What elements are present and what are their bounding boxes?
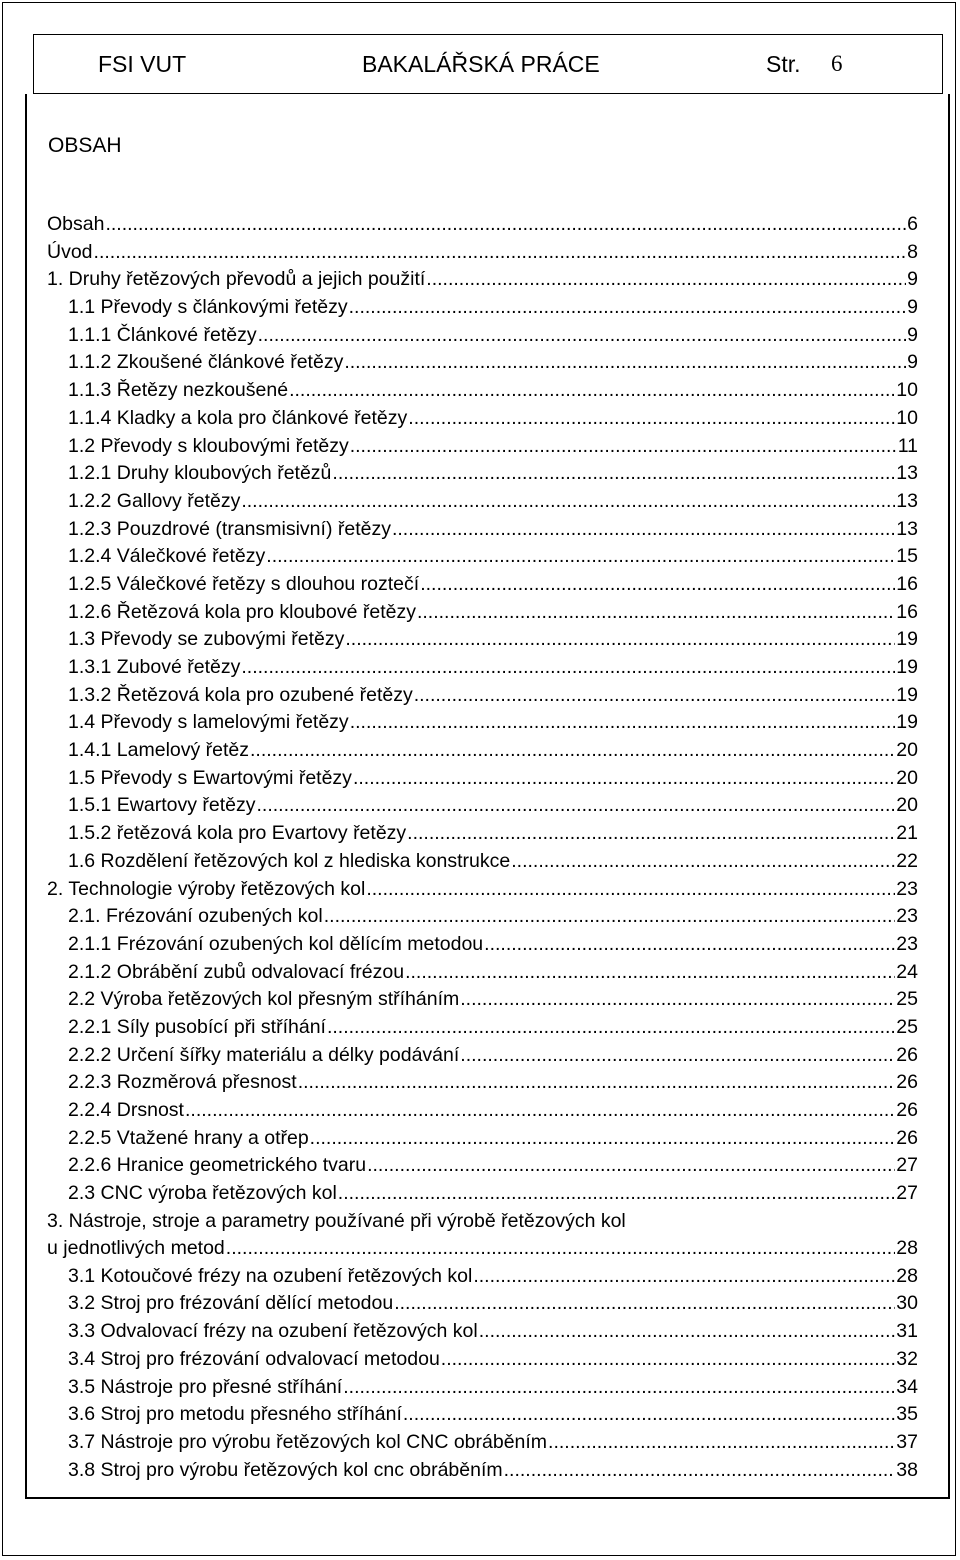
toc-entry-title: 3.4 Stroj pro frézování odvalovací metodou — [68, 1347, 440, 1370]
toc-entry — [47, 322, 918, 350]
toc-leader-dots — [353, 765, 895, 793]
toc-entry-page: 19 — [896, 628, 918, 651]
toc-leader-dots — [289, 377, 895, 405]
toc-leader-dots — [258, 322, 907, 350]
toc-entry — [47, 959, 918, 987]
toc-entry-page: 25 — [896, 988, 918, 1011]
toc-entry-page: 23 — [896, 905, 918, 928]
toc-entry — [47, 1097, 918, 1125]
toc-entry-page: 9 — [907, 296, 918, 319]
toc-entry-title: 2.2.3 Rozměrová přesnost — [68, 1071, 297, 1094]
toc-leader-dots — [473, 1263, 895, 1291]
toc-entry-title: 1.1 Převody s článkovými řetězy — [68, 296, 348, 319]
toc-leader-dots — [417, 599, 895, 627]
toc-entry — [47, 1429, 918, 1457]
toc-entry-title: u jednotlivých metod — [47, 1237, 225, 1260]
toc-entry-title: 2.3 CNC výroba řetězových kol — [68, 1182, 337, 1205]
toc-leader-dots — [460, 1042, 895, 1070]
toc-entry-page: 25 — [896, 1015, 918, 1038]
toc-entry-title: 1.3.2 Řetězová kola pro ozubené řetězy — [68, 683, 413, 706]
toc-leader-dots — [366, 876, 895, 904]
toc-leader-dots — [441, 1346, 896, 1374]
toc-leader-dots — [408, 405, 895, 433]
toc-entry-title: 2.2.4 Drsnost — [68, 1099, 184, 1121]
toc-entry — [47, 1042, 918, 1070]
toc-entry — [47, 294, 918, 322]
toc-entry-page: 26 — [896, 1071, 918, 1094]
toc-entry — [47, 876, 918, 904]
toc-entry — [47, 848, 918, 876]
toc-entry — [47, 986, 918, 1014]
toc-leader-dots — [405, 959, 895, 987]
toc-entry-page: 16 — [896, 600, 918, 623]
toc-entry-page: 6 — [907, 213, 918, 235]
toc-leader-dots — [479, 1318, 896, 1346]
toc-entry-title: 3.2 Stroj pro frézování dělící metodou — [68, 1292, 394, 1315]
toc-entry-page: 34 — [896, 1375, 918, 1398]
toc-leader-dots — [350, 709, 896, 737]
toc-entry-title: Obsah — [47, 213, 105, 235]
toc-entry-title: 1.2 Převody s kloubovými řetězy — [68, 434, 349, 457]
toc-entry-title: 3.7 Nástroje pro výrobu řetězových kol CNC obráběním — [68, 1430, 548, 1453]
toc-leader-dots — [420, 571, 895, 599]
toc-entry-page: 9 — [907, 351, 918, 374]
toc-entry-page: 15 — [896, 545, 918, 568]
toc-leader-dots — [392, 516, 895, 544]
toc-leader-dots — [367, 1152, 895, 1180]
toc-entry-page: 21 — [896, 822, 918, 845]
toc-entry-title: 3.3 Odvalovací frézy na ozubení řetězových kol — [68, 1320, 478, 1343]
toc-leader-dots — [338, 1180, 896, 1208]
toc-leader-dots — [504, 1457, 896, 1485]
toc-entry-title: 1.1.4 Kladky a kola pro článkové řetězy — [68, 406, 408, 429]
toc-entry-page: 31 — [896, 1320, 918, 1343]
toc-entry — [47, 1014, 918, 1042]
toc-entry-title: 1.3.1 Zubové řetězy — [68, 656, 241, 678]
toc-entry — [47, 405, 918, 433]
toc-entry-title: 1.2.5 Válečkové řetězy s dlouhou roztečí — [68, 572, 420, 595]
toc-entry-title: 2.2.6 Hranice geometrického tvaru — [68, 1154, 367, 1177]
toc-entry-title: 3.6 Stroj pro metodu přesného stříhání — [68, 1403, 402, 1426]
toc-entry-page: 13 — [896, 462, 918, 485]
toc-entry — [47, 516, 918, 544]
toc-entry — [47, 709, 918, 737]
toc-entry-page: 16 — [896, 572, 918, 595]
toc-entry-title: 1.6 Rozdělení řetězových kol z hlediska konstrukce — [68, 849, 511, 872]
toc-entry-title: 3.8 Stroj pro výrobu řetězových kol cnc obráběním — [68, 1458, 503, 1481]
toc-entry-page: 35 — [896, 1403, 918, 1426]
toc-entry-page: 19 — [896, 711, 918, 734]
toc-entry-page: 11 — [897, 434, 918, 457]
toc-entry-title: 1.2.2 Gallovy řetězy — [68, 489, 241, 512]
toc-entry-page: 20 — [896, 739, 918, 762]
toc-entry-page: 13 — [896, 489, 918, 512]
toc-leader-dots — [349, 294, 907, 322]
toc-entry-page: 13 — [896, 517, 918, 540]
toc-entry — [47, 377, 918, 405]
toc-entry — [47, 1374, 918, 1402]
toc-entry — [47, 792, 918, 820]
toc-leader-dots — [345, 626, 895, 654]
toc-entry-page: 37 — [896, 1430, 918, 1453]
toc-entry — [47, 1069, 918, 1097]
toc-entry — [47, 1152, 918, 1180]
toc-entry — [47, 349, 918, 377]
toc-entry-title: 1.5.1 Ewartovy řetězy — [68, 794, 256, 817]
toc-leader-dots — [332, 460, 895, 488]
toc-entry-page: 24 — [896, 960, 918, 983]
header-school: FSI VUT — [98, 51, 187, 77]
toc-entry-title: 1. Druhy řetězových převodů a jejich použití — [47, 268, 426, 291]
toc-entry-page: 28 — [896, 1237, 918, 1260]
toc-leader-dots — [511, 848, 895, 876]
toc-entry-page: 26 — [896, 1043, 918, 1066]
toc-entry-title: 1.2.6 Řetězová kola pro kloubové řetězy — [68, 600, 416, 623]
toc-entry — [47, 1318, 918, 1346]
toc-entry — [47, 488, 918, 516]
toc-entry — [47, 903, 918, 931]
toc-leader-dots — [350, 433, 897, 461]
toc-leader-dots — [250, 737, 895, 765]
toc-entry — [47, 460, 918, 488]
toc-entry-title: 1.5.2 řetězová kola pro Evartovy řetězy — [68, 822, 407, 845]
toc-entry — [47, 1208, 918, 1263]
toc-entry — [47, 820, 918, 848]
toc-leader-dots — [185, 1097, 895, 1125]
toc-entry — [47, 1180, 918, 1208]
toc-entry-title: 2.1. Frézování ozubených kol — [68, 905, 323, 928]
toc-entry — [47, 737, 918, 765]
toc-entry-title: 1.1.2 Zkoušené článkové řetězy — [68, 351, 344, 374]
toc-entry — [47, 599, 918, 627]
toc-entry — [47, 1290, 918, 1318]
toc-entry-page: 28 — [896, 1264, 918, 1287]
toc-leader-dots — [266, 543, 895, 571]
toc-entry — [47, 211, 918, 239]
toc-entry-page: 27 — [896, 1154, 918, 1177]
content-frame — [25, 94, 950, 1499]
toc-entry-page: 20 — [896, 766, 918, 789]
toc-entry-page: 26 — [896, 1126, 918, 1149]
toc-leader-dots — [298, 1069, 896, 1097]
toc-entry — [47, 266, 918, 294]
toc-entry-title: 1.3 Převody se zubovými řetězy — [68, 628, 345, 651]
toc-leader-dots — [548, 1429, 895, 1457]
toc-leader-dots — [426, 266, 906, 294]
toc-leader-dots — [484, 931, 895, 959]
toc-entry-title: 1.2.1 Druhy kloubových řetězů — [68, 462, 332, 485]
toc-entry-page: 23 — [896, 877, 918, 900]
toc-leader-dots — [414, 682, 896, 710]
toc-entry-title: 2.2 Výroba řetězových kol přesným stříháním — [68, 988, 460, 1011]
toc-entry-title: 1.2.3 Pouzdrové (transmisivní) řetězy — [68, 517, 391, 540]
toc-entry-title: 2.1.2 Obrábění zubů odvalovací frézou — [68, 960, 405, 983]
page-header — [33, 34, 943, 94]
toc-leader-dots — [241, 654, 895, 682]
toc-entry-page: 22 — [896, 849, 918, 872]
toc-entry-title: 1.4 Převody s lamelovými řetězy — [68, 711, 349, 734]
toc-leader-dots — [403, 1401, 895, 1429]
toc-entry-title: Úvod — [47, 240, 93, 263]
toc-entry-title: 1.1.3 Řetězy nezkoušené — [68, 379, 289, 402]
toc-entry-page: 9 — [907, 323, 918, 346]
toc-entry-title: 2.1.1 Frézování ozubených kol dělícím metodou — [68, 932, 484, 955]
toc-entry-page: 8 — [907, 240, 918, 263]
toc-leader-dots — [343, 1374, 895, 1402]
toc-entry-page: 19 — [896, 683, 918, 706]
toc-entry-text-line1: 3. Nástroje, stroje a parametry používané při výrobě řetězových kol — [47, 1209, 626, 1232]
toc-leader-dots — [407, 820, 895, 848]
toc-entry — [47, 239, 918, 267]
toc-leader-dots — [394, 1290, 895, 1318]
toc-entry — [47, 682, 918, 710]
toc-entry — [47, 543, 918, 571]
toc-entry — [47, 1263, 918, 1291]
toc-entry — [47, 1346, 918, 1374]
toc-entry-title: 1.1.1 Článkové řetězy — [68, 323, 257, 346]
toc-entry-title: 1.2.4 Válečkové řetězy — [68, 545, 266, 568]
toc-entry — [47, 931, 918, 959]
toc-entry-page: 38 — [896, 1458, 918, 1481]
toc-entry-page: 32 — [896, 1347, 918, 1370]
toc-entry — [47, 571, 918, 599]
toc-entry-page: 23 — [896, 932, 918, 955]
toc-entry-title: 2. Technologie výroby řetězových kol — [47, 877, 366, 900]
toc-entry — [47, 1401, 918, 1429]
toc-entry-title: 3.5 Nástroje pro přesné stříhání — [68, 1375, 343, 1398]
toc-leader-dots — [327, 1014, 895, 1042]
toc-entry — [47, 765, 918, 793]
toc-leader-dots — [324, 903, 896, 931]
toc-entry — [47, 626, 918, 654]
header-page-number: 6 — [831, 51, 843, 76]
toc-leader-dots — [310, 1125, 896, 1153]
table-of-contents — [47, 211, 918, 1484]
toc-entry-title: 1.4.1 Lamelový řetěz — [68, 739, 250, 762]
toc-leader-dots — [226, 1235, 896, 1263]
toc-entry — [47, 654, 918, 682]
toc-entry — [47, 1457, 918, 1485]
toc-entry-page: 9 — [907, 268, 918, 291]
toc-entry-page: 19 — [896, 656, 918, 678]
header-page-label: Str. — [766, 51, 801, 77]
toc-entry-page: 20 — [896, 794, 918, 817]
toc-entry-page: 10 — [896, 406, 918, 429]
toc-leader-dots — [460, 986, 895, 1014]
toc-leader-dots — [94, 239, 907, 267]
page-title: OBSAH — [48, 134, 122, 157]
toc-entry-title: 3.1 Kotoučové frézy na ozubení řetězových kol — [68, 1264, 473, 1287]
toc-entry-page: 27 — [896, 1182, 918, 1205]
toc-leader-dots — [241, 488, 895, 516]
toc-entry — [47, 1125, 918, 1153]
toc-entry-title: 2.2.2 Určení šířky materiálu a délky podávání — [68, 1043, 460, 1066]
toc-entry-page: 26 — [896, 1099, 918, 1121]
toc-leader-dots — [257, 792, 896, 820]
header-doc-type: BAKALÁŘSKÁ PRÁCE — [362, 51, 600, 77]
toc-entry — [47, 433, 918, 461]
toc-entry-page: 10 — [896, 379, 918, 402]
toc-entry-title: 2.2.5 Vtažené hrany a otřep — [68, 1126, 309, 1149]
toc-leader-dots — [105, 211, 906, 239]
toc-leader-dots — [344, 349, 906, 377]
toc-entry-title: 2.2.1 Síly pusobící při stříhání — [68, 1015, 326, 1038]
toc-entry-title: 1.5 Převody s Ewartovými řetězy — [68, 766, 352, 789]
toc-entry-page: 30 — [896, 1292, 918, 1315]
